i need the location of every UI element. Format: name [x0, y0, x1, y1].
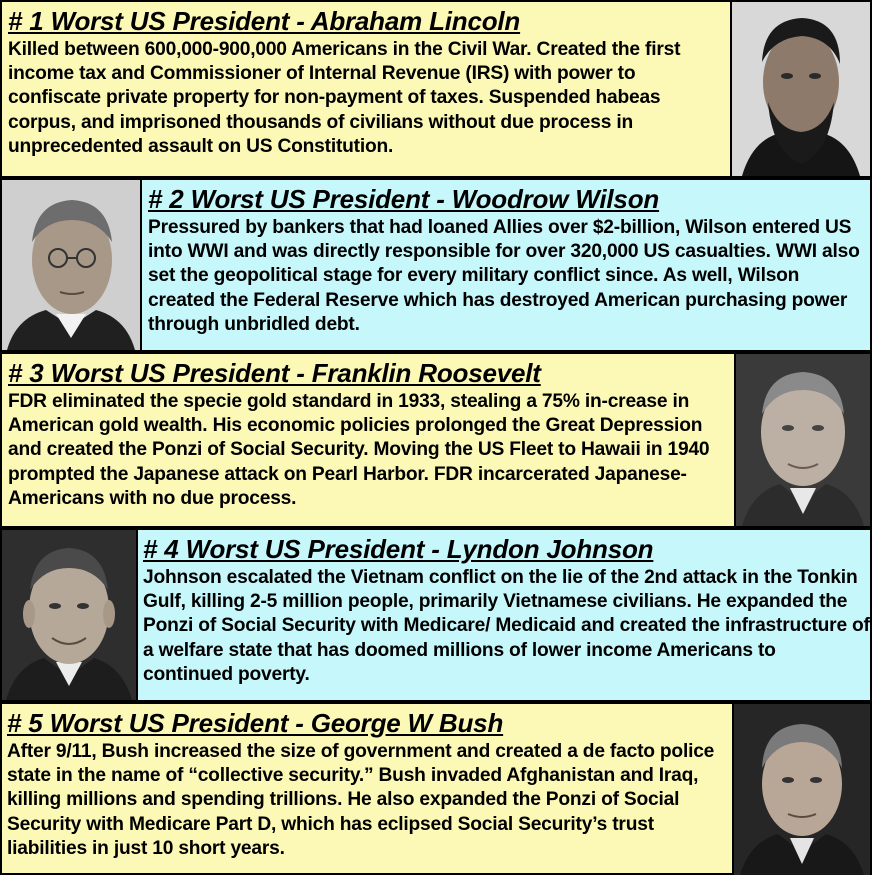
- franklin-roosevelt-portrait: [736, 354, 870, 526]
- panel-johnson: [0, 528, 872, 702]
- panel-lincoln-title: # 1 Worst US President - Abraham Lincoln: [8, 6, 521, 36]
- panel-lincoln-body: Killed between 600,000-900,000 Americans in the Civil War. Created the first income tax and Commissioner of Internal Revenue (IRS) with power to confiscate private property for non-payment of taxes. Suspended habeas corpus, and imprisoned thousands of civilians without due process in unprecedented assault on US Constitution.: [8, 39, 681, 157]
- woodrow-wilson-portrait: [2, 180, 140, 350]
- panel-roosevelt: [0, 352, 872, 528]
- panel-wilson: [0, 178, 872, 352]
- panel-wilson-title: # 2 Worst US President - Woodrow Wilson: [148, 184, 660, 214]
- panel-roosevelt-textbox: [2, 354, 734, 526]
- abraham-lincoln-portrait: [732, 2, 870, 176]
- panel-johnson-body: Johnson escalated the Vietnam conflict on the lie of the 2nd attack in the Tonkin Gulf, killing 2-5 million people, primarily Vietnamese civilians. He expanded the Ponzi of Social Security with Medicare/ Medicaid and created the infrastructure of a welfare state that has doomed millions of lower income Americans to continued poverty.: [143, 567, 870, 685]
- panel-bush-title: # 5 Worst US President - George W Bush: [7, 708, 504, 738]
- panel-roosevelt-title: # 3 Worst US President - Franklin Roosevelt: [8, 358, 541, 388]
- panel-wilson-body: Pressured by bankers that had loaned Allies over $2-billion, Wilson entered US into WWI and was directly responsible for over 320,000 US casualties. WWI also set the geopolitical stage for every military conflict since. As well, Wilson created the Federal Reserve which has destroyed American purchasing power through unbridled debt.: [148, 217, 860, 335]
- panel-bush: [0, 702, 872, 875]
- panel-johnson-textbox: [138, 530, 870, 700]
- panel-johnson-title: # 4 Worst US President - Lyndon Johnson: [143, 534, 654, 564]
- lyndon-johnson-portrait: [2, 530, 136, 700]
- panel-lincoln: [0, 0, 872, 178]
- panel-roosevelt-body: FDR eliminated the specie gold standard in 1933, stealing a 75% in-crease in American gold wealth. His economic policies prolonged the Great Depression and created the Ponzi of Social Security. Moving the US Fleet to Hawaii in 1940 prompted the Japanese attack on Pearl Harbor. FDR incarcerated Japanese-Americans with no due process.: [8, 391, 710, 509]
- george-w-bush-portrait: [734, 704, 870, 875]
- panel-bush-body: After 9/11, Bush increased the size of government and created a de facto police state in the name of “collective security.” Bush invaded Afghanistan and Iraq, killing millions and spending trillions. He also expanded the Ponzi of Social Security with Medicare Part D, which has eclipsed Social Security’s trust liabilities in just 10 short years.: [7, 741, 715, 859]
- panel-bush-textbox: [2, 704, 732, 873]
- panel-lincoln-textbox: [2, 2, 730, 176]
- panel-wilson-textbox: [142, 180, 870, 350]
